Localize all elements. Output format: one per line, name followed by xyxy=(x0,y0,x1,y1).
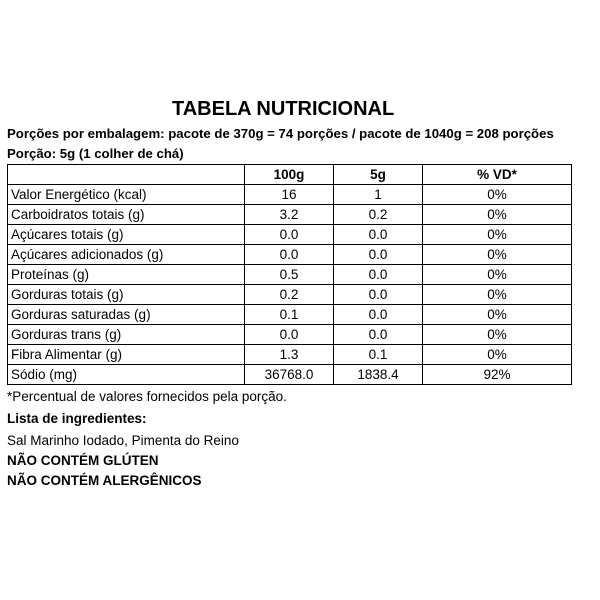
table-row xyxy=(8,365,572,385)
label-title: TABELA NUTRICIONAL xyxy=(172,98,395,120)
serving-size: Porção: 5g (1 colher de chá) xyxy=(7,146,184,161)
ingredients-list: Sal Marinho Iodado, Pimenta do Reino xyxy=(7,433,239,448)
servings-per-package: Porções por embalagem: pacote de 370g = 74 porções / pacote de 1040g = 208 porções xyxy=(7,126,554,141)
header-nutrient xyxy=(8,165,245,185)
table-row xyxy=(8,245,572,265)
nutrient-name: Açúcares totais (g) xyxy=(8,225,245,245)
table-row xyxy=(8,305,572,325)
gluten-warning: NÃO CONTÉM GLÚTEN xyxy=(7,453,159,468)
value-vd: 0% xyxy=(423,205,572,225)
value-5g: 0.0 xyxy=(334,285,423,305)
value-vd: 92% xyxy=(423,365,572,385)
table-row xyxy=(8,205,572,225)
value-5g: 0.0 xyxy=(334,265,423,285)
footnote: *Percentual de valores fornecidos pela porção. xyxy=(7,389,287,404)
table-row xyxy=(8,225,572,245)
table-row xyxy=(8,345,572,365)
table-row xyxy=(8,185,572,205)
table-row xyxy=(8,285,572,305)
value-5g: 0.0 xyxy=(334,245,423,265)
nutrient-name: Açúcares adicionados (g) xyxy=(8,245,245,265)
table-row xyxy=(8,325,572,345)
value-vd: 0% xyxy=(423,225,572,245)
header-vd: % VD* xyxy=(423,165,572,185)
nutrient-name: Gorduras totais (g) xyxy=(8,285,245,305)
nutrient-name: Proteínas (g) xyxy=(8,265,245,285)
value-5g: 1 xyxy=(334,185,423,205)
header-5g: 5g xyxy=(334,165,423,185)
value-100g: 0.0 xyxy=(245,225,334,245)
value-5g: 0.0 xyxy=(334,325,423,345)
value-vd: 0% xyxy=(423,265,572,285)
value-100g: 0.1 xyxy=(245,305,334,325)
nutrition-table xyxy=(7,164,572,385)
value-100g: 16 xyxy=(245,185,334,205)
nutrient-name: Gorduras trans (g) xyxy=(8,325,245,345)
value-5g: 0.2 xyxy=(334,205,423,225)
value-vd: 0% xyxy=(423,245,572,265)
value-100g: 0.0 xyxy=(245,325,334,345)
nutrition-label xyxy=(7,96,597,491)
value-100g: 0.2 xyxy=(245,285,334,305)
nutrient-name: Sódio (mg) xyxy=(8,365,245,385)
value-vd: 0% xyxy=(423,185,572,205)
table-header-row xyxy=(8,165,572,185)
value-100g: 0.5 xyxy=(245,265,334,285)
value-5g: 1838.4 xyxy=(334,365,423,385)
value-vd: 0% xyxy=(423,285,572,305)
nutrient-name: Valor Energético (kcal) xyxy=(8,185,245,205)
table-body xyxy=(8,185,572,385)
value-vd: 0% xyxy=(423,305,572,325)
table-row xyxy=(8,265,572,285)
nutrient-name: Gorduras saturadas (g) xyxy=(8,305,245,325)
allergen-warning: NÃO CONTÉM ALERGÊNICOS xyxy=(7,473,202,488)
value-5g: 0.0 xyxy=(334,305,423,325)
value-5g: 0.0 xyxy=(334,225,423,245)
value-100g: 0.0 xyxy=(245,245,334,265)
value-100g: 3.2 xyxy=(245,205,334,225)
value-vd: 0% xyxy=(423,325,572,345)
value-5g: 0.1 xyxy=(334,345,423,365)
header-100g: 100g xyxy=(245,165,334,185)
value-100g: 36768.0 xyxy=(245,365,334,385)
nutrient-name: Carboidratos totais (g) xyxy=(8,205,245,225)
value-100g: 1.3 xyxy=(245,345,334,365)
nutrient-name: Fibra Alimentar (g) xyxy=(8,345,245,365)
ingredients-label: Lista de ingredientes: xyxy=(7,411,147,426)
value-vd: 0% xyxy=(423,345,572,365)
